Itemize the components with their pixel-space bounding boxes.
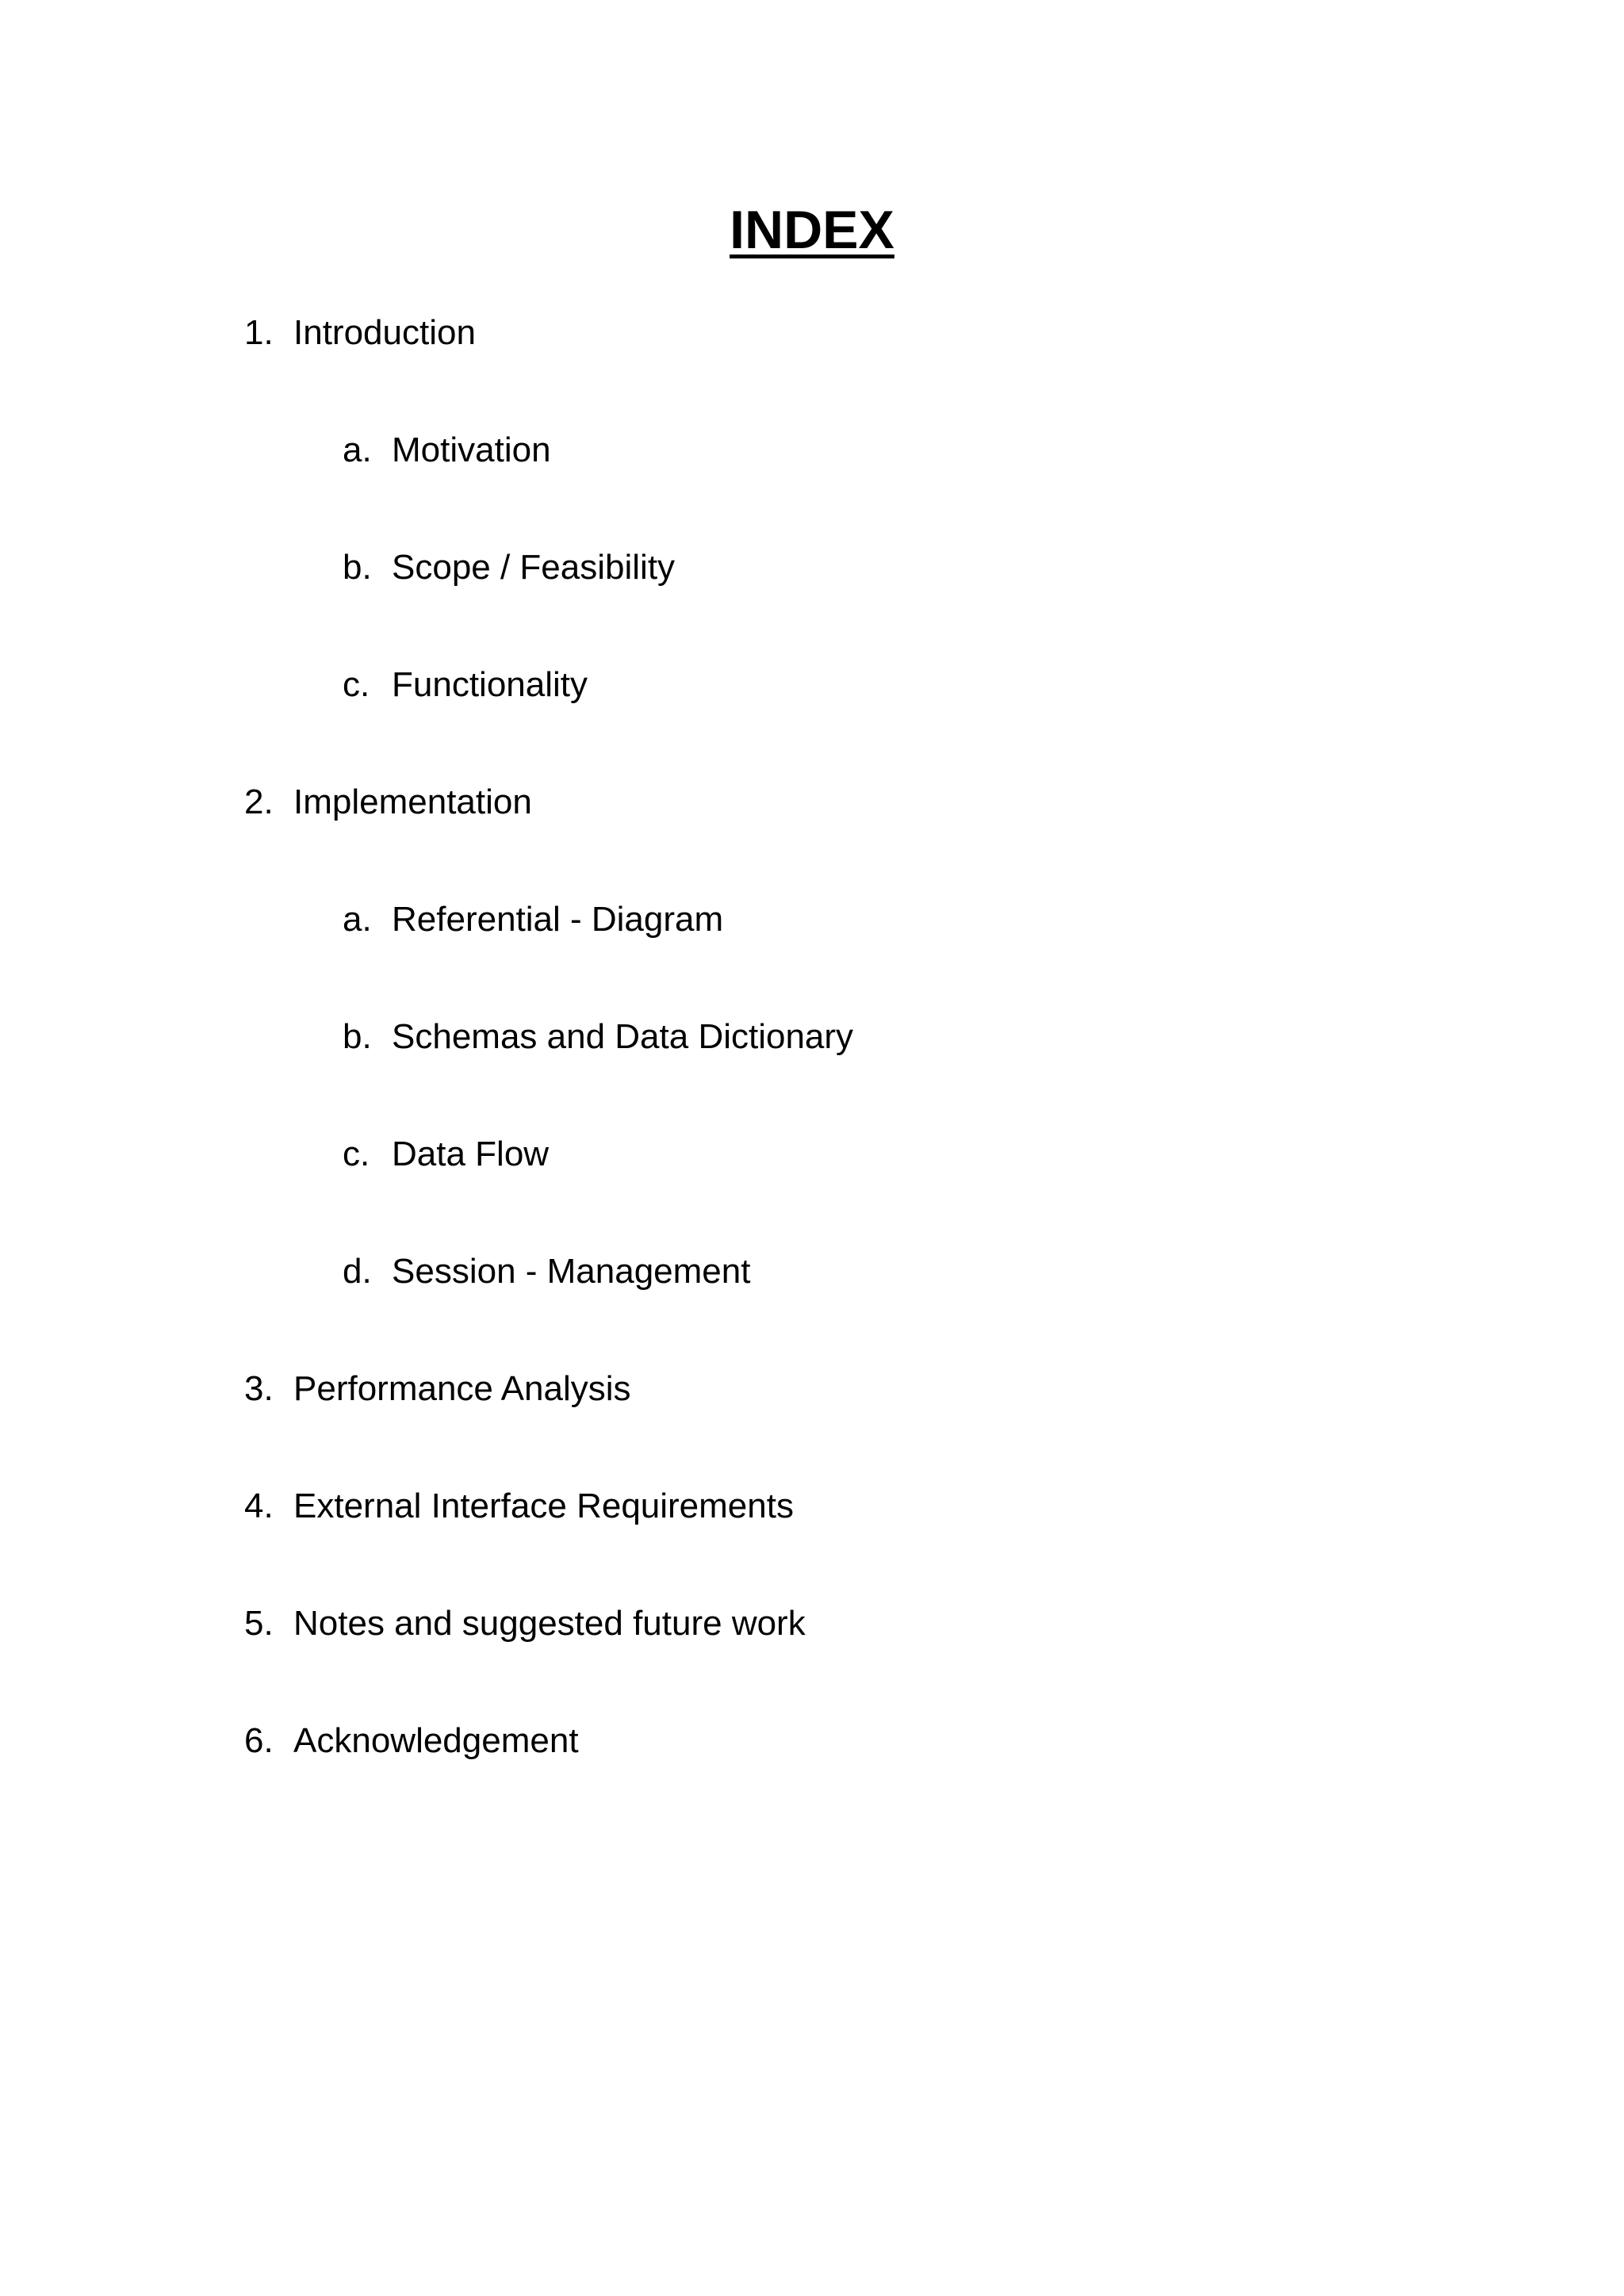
entry-label: Referential - Diagram — [392, 900, 724, 939]
entry-marker: 6. — [244, 1721, 274, 1760]
entry-label: Motivation — [392, 430, 551, 469]
index-entry-performance-analysis — [244, 1367, 631, 1411]
entry-label: Scope / Feasibility — [392, 548, 676, 587]
index-entry-data-flow — [343, 1132, 549, 1177]
entry-label: Implementation — [293, 783, 532, 821]
entry-marker: 5. — [244, 1604, 274, 1643]
entry-label: Performance Analysis — [293, 1369, 631, 1408]
entry-label: External Interface Requirements — [293, 1487, 794, 1525]
entry-marker: 1. — [244, 313, 274, 352]
entry-marker: c. — [343, 1135, 370, 1173]
entry-marker: 2. — [244, 783, 274, 821]
entry-label: Acknowledgement — [293, 1721, 579, 1760]
entry-marker: 3. — [244, 1369, 274, 1408]
page-title: INDEX — [730, 200, 894, 260]
index-entry-functionality — [343, 663, 588, 707]
entry-marker: d. — [343, 1252, 372, 1291]
index-entry-notes-future-work — [244, 1601, 806, 1646]
entry-label: Functionality — [392, 665, 588, 704]
index-entry-motivation — [343, 428, 551, 473]
index-entry-introduction — [244, 311, 476, 355]
entry-label: Introduction — [293, 313, 476, 352]
index-entry-schemas-data-dictionary — [343, 1015, 853, 1059]
entry-marker: c. — [343, 665, 370, 704]
index-entry-acknowledgement — [244, 1719, 579, 1763]
entry-label: Schemas and Data Dictionary — [392, 1017, 854, 1056]
index-entry-external-interface-requirements — [244, 1484, 794, 1529]
entry-marker: b. — [343, 548, 372, 587]
index-entry-scope-feasibility — [343, 545, 675, 590]
entry-label: Session - Management — [392, 1252, 751, 1291]
entry-marker: a. — [343, 900, 372, 939]
index-entry-implementation — [244, 780, 532, 825]
entry-marker: 4. — [244, 1487, 274, 1525]
entry-marker: a. — [343, 430, 372, 469]
index-entry-referential-diagram — [343, 897, 723, 942]
entry-label: Notes and suggested future work — [293, 1604, 806, 1643]
entry-marker: b. — [343, 1017, 372, 1056]
entry-label: Data Flow — [392, 1135, 550, 1173]
index-entry-session-management — [343, 1249, 750, 1294]
